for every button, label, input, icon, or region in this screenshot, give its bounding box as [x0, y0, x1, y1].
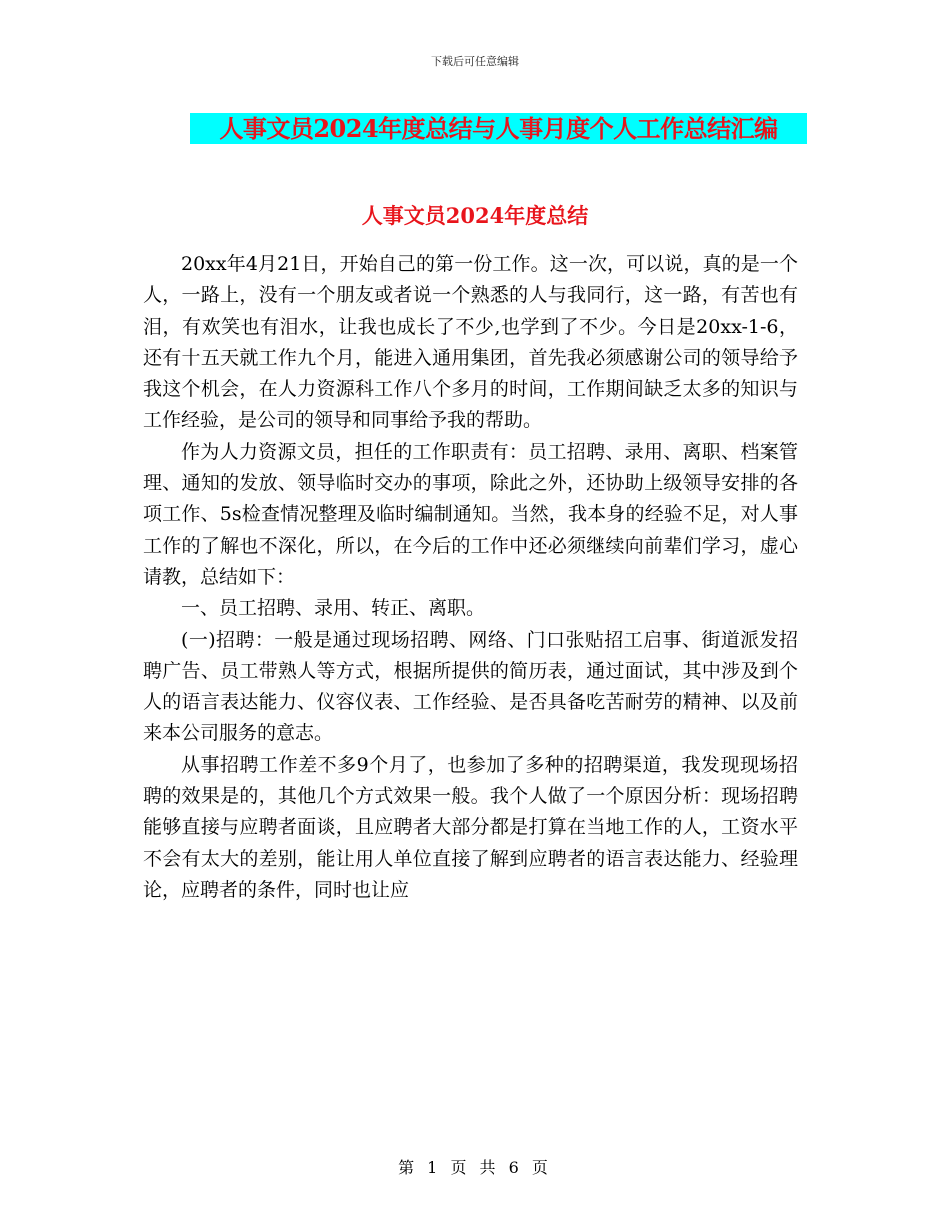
paragraph: 一、员工招聘、录用、转正、离职。	[181, 597, 486, 620]
section-title: 人事文员2024年度总结	[361, 203, 589, 228]
paragraph: 作为人力资源文员，担任的工作职责有：员工招聘、录用、离职、档案管理、通知的发放、领导临时交办的事项，除此之外，还协助上级领导安排的各项工作、5s检查情况整理及临时编制通知。当然，我本身的经验不足，对人事工作的了解也不深化，所以，在今后的工作中还必须继续向前辈们学习，虚心请教，总结如下：	[143, 440, 798, 588]
paragraph: 从事招聘工作差不多9个月了，也参加了多种的招聘渠道，我发现现场招聘的效果是的，其他几个方式效果一般。我个人做了一个原因分析：现场招聘能够直接与应聘者面谈，且应聘者大部分都是打算在当地工作的人，工资水平不会有太大的差别，能让用人单位直接了解到应聘者的语言表达能力、经验理论，应聘者的条件，同时也让应	[143, 753, 798, 901]
page-footer: 第 1 页 共 6 页	[398, 1158, 552, 1177]
body-text	[143, 249, 798, 906]
paragraph: (一)招聘：一般是通过现场招聘、网络、门口张贴招工启事、街道派发招聘广告、员工带熟人等方式，根据所提供的简历表，通过面试，其中涉及到个人的语言表达能力、仪容仪表、工作经验、是否具备吃苦耐劳的精神、以及前来本公司服务的意志。	[143, 628, 798, 745]
header-note: 下载后可任意编辑	[431, 55, 519, 68]
paragraph: 20xx年4月21日，开始自己的第一份工作。这一次，可以说，真的是一个人，一路上，没有一个朋友或者说一个熟悉的人与我同行，这一路，有苦也有泪，有欢笑也有泪水，让我也成长了不少,也学到了不少。今日是20xx-1-6，还有十五天就工作九个月，能进入通用集团，首先我必须感谢公司的领导给予我这个机会，在人力资源科工作八个多月的时间，工作期间缺乏太多的知识与工作经验，是公司的领导和同事给予我的帮助。	[143, 253, 798, 432]
document-title: 人事文员2024年度总结与人事月度个人工作总结汇编	[190, 113, 807, 144]
